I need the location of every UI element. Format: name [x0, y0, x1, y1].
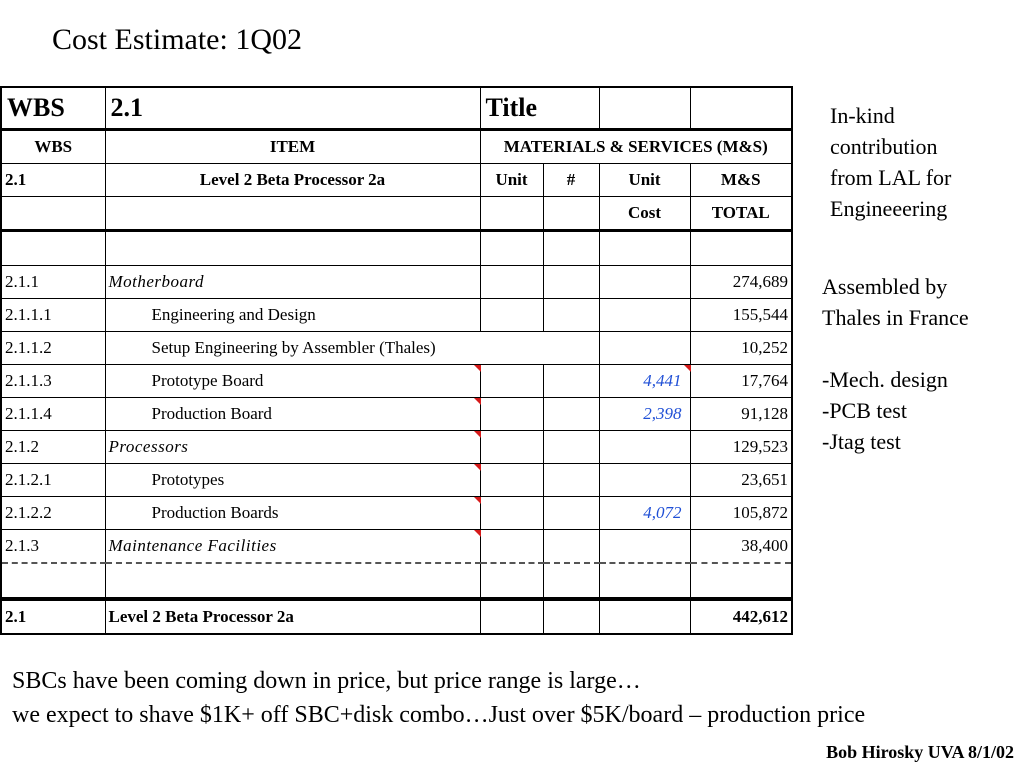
row-item: Production Board	[105, 398, 480, 431]
row-item: Processors	[105, 431, 480, 464]
row-total: 17,764	[690, 365, 792, 398]
spacer-row	[1, 231, 792, 266]
column-header-row	[1, 130, 792, 164]
row-unit-cost	[599, 299, 690, 332]
col-unit-cost-top: Unit	[599, 164, 690, 197]
col-wbs: WBS	[1, 130, 105, 164]
row-wbs: 2.1.1.3	[1, 365, 105, 398]
cost-table	[0, 86, 793, 635]
row-wbs: 2.1.2	[1, 431, 105, 464]
row-item: Prototype Board	[105, 365, 480, 398]
row-item: Maintenance Facilities	[105, 530, 480, 564]
row-unit-cost: 4,072	[599, 497, 690, 530]
row-unit-cost	[599, 266, 690, 299]
row-total: 155,544	[690, 299, 792, 332]
title-heading: Title	[480, 87, 599, 130]
inkind-note: In-kind contribution from LAL for Engineeering	[830, 103, 952, 221]
col-unit-cost-bottom: Cost	[599, 197, 690, 231]
footer-credit: Bob Hirosky UVA 8/1/02	[826, 742, 1014, 762]
total-value: 442,612	[690, 599, 792, 634]
wbs-number-heading: 2.1	[105, 87, 480, 130]
row-unit-cost	[599, 332, 690, 365]
table-row	[1, 398, 792, 431]
table-row	[1, 464, 792, 497]
row-total: 129,523	[690, 431, 792, 464]
row-total: 10,252	[690, 332, 792, 365]
row-item: Prototypes	[105, 464, 480, 497]
table-row	[1, 332, 792, 365]
row-unit-cost: 2,398	[599, 398, 690, 431]
row-unit-cost	[599, 530, 690, 564]
col-ms-total: TOTAL	[690, 197, 792, 231]
row-item: Production Boards	[105, 497, 480, 530]
column-subheader-row-2	[1, 197, 792, 231]
row-total: 105,872	[690, 497, 792, 530]
row-total: 91,128	[690, 398, 792, 431]
col-unit: Unit	[480, 164, 543, 197]
wbs-heading: WBS	[1, 87, 105, 130]
row-total: 23,651	[690, 464, 792, 497]
row-item: Setup Engineering by Assembler (Thales)	[105, 332, 543, 365]
row-unit-cost	[599, 431, 690, 464]
row-item: Motherboard	[105, 266, 480, 299]
summary-text: SBCs have been coming down in price, but price range is large… we expect to shave $1K+ off SBC+disk combo…Just over $5K/board – production price	[12, 668, 866, 728]
row-total: 274,689	[690, 266, 792, 299]
row-wbs: 2.1.1.4	[1, 398, 105, 431]
table-row	[1, 365, 792, 398]
row-wbs: 2.1.3	[1, 530, 105, 564]
spacer-row	[1, 563, 792, 599]
row-wbs: 2.1.1.1	[1, 299, 105, 332]
col-ms-top: M&S	[690, 164, 792, 197]
row-item: Engineering and Design	[105, 299, 480, 332]
row-total: 38,400	[690, 530, 792, 564]
table-row	[1, 266, 792, 299]
total-wbs: 2.1	[1, 599, 105, 634]
table-title-row	[1, 87, 792, 130]
slide-title: Cost Estimate: 1Q02	[52, 23, 302, 56]
total-row	[1, 599, 792, 634]
assembly-note: Assembled by Thales in France -Mech. design -PCB test -Jtag test	[822, 274, 969, 454]
total-item: Level 2 Beta Processor 2a	[105, 599, 480, 634]
row-unit-cost	[599, 464, 690, 497]
table-row	[1, 299, 792, 332]
table-row	[1, 530, 792, 564]
row-wbs: 2.1.2.2	[1, 497, 105, 530]
row-unit-cost: 4,441	[599, 365, 690, 398]
col-item: ITEM	[105, 130, 480, 164]
table-row	[1, 431, 792, 464]
row-wbs: 2.1.1.2	[1, 332, 105, 365]
col-count: #	[543, 164, 599, 197]
col-wbs-number: 2.1	[1, 164, 105, 197]
col-ms: MATERIALS & SERVICES (M&S)	[480, 130, 792, 164]
row-wbs: 2.1.1	[1, 266, 105, 299]
column-subheader-row	[1, 164, 792, 197]
col-item-name: Level 2 Beta Processor 2a	[105, 164, 480, 197]
table-row	[1, 497, 792, 530]
row-wbs: 2.1.2.1	[1, 464, 105, 497]
